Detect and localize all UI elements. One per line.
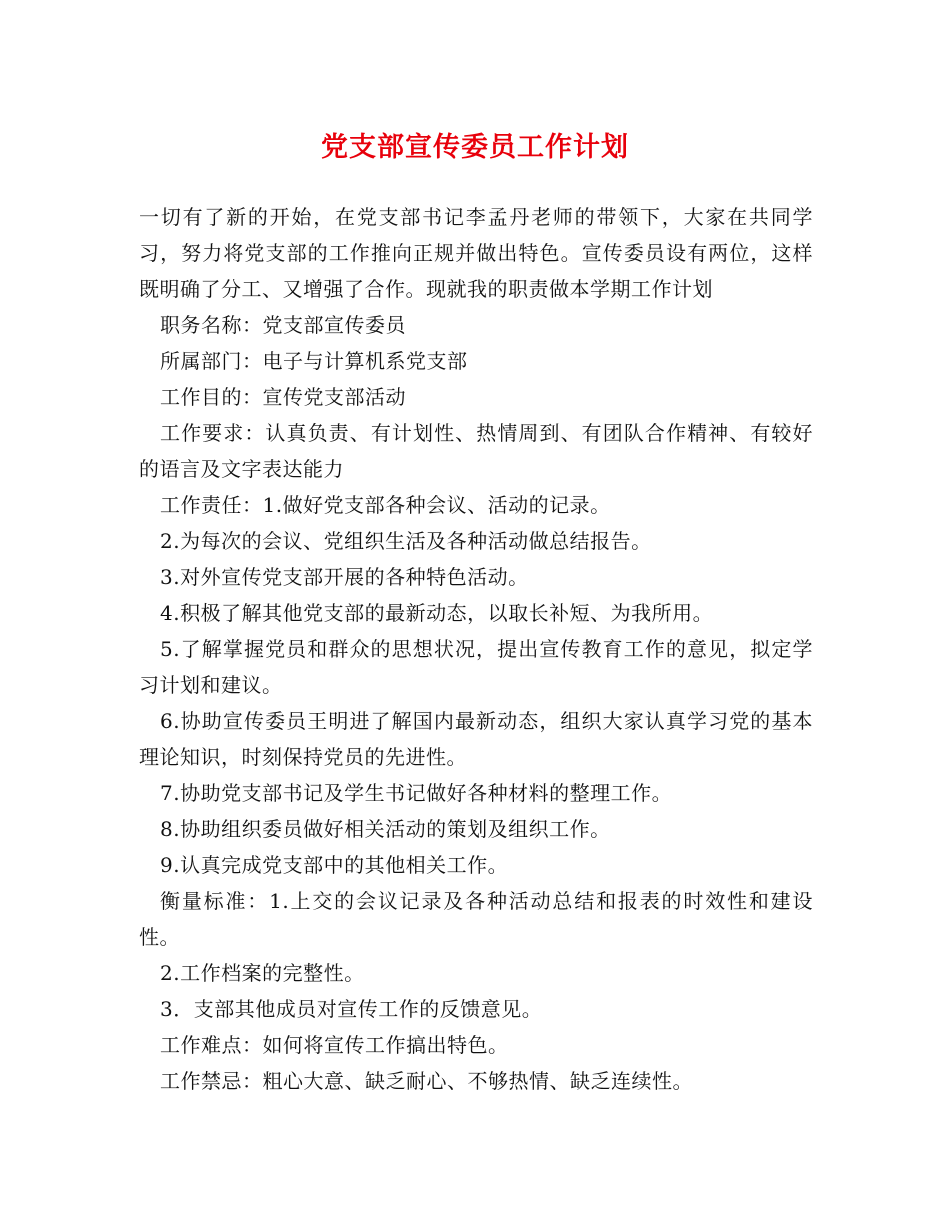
paragraph-responsibility-6: 6.协助宣传委员王明进了解国内最新动态，组织大家认真学习党的基本理论知识，时刻保持党员的先进性。	[139, 709, 813, 769]
paragraph-requirements: 工作要求：认真负责、有计划性、热情周到、有团队合作精神、有较好的语言及文字表达能力	[139, 421, 813, 481]
paragraph-responsibility-8: 8.协助组织委员做好相关活动的策划及组织工作。	[160, 817, 611, 841]
paragraph-standard-2: 2.工作档案的完整性。	[160, 961, 365, 985]
paragraph-difficulty: 工作难点：如何将宣传工作搞出特色。	[160, 1033, 509, 1057]
document-title: 党支部宣传委员工作计划	[321, 132, 629, 163]
paragraph-responsibility-5: 5.了解掌握党员和群众的思想状况，提出宣传教育工作的意见，拟定学习计划和建议。	[139, 637, 813, 697]
intro-paragraph: 一切有了新的开始，在党支部书记李孟丹老师的带领下，大家在共同学习，努力将党支部的工作推向正规并做出特色。宣传委员设有两位，这样既明确了分工、又增强了合作。现就我的职责做本学期工作计划	[139, 205, 813, 301]
paragraph-responsibility-3: 3.对外宣传党支部开展的各种特色活动。	[160, 565, 529, 589]
paragraph-responsibility-9: 9.认真完成党支部中的其他相关工作。	[160, 853, 509, 877]
paragraph-responsibility-2: 2.为每次的会议、党组织生活及各种活动做总结报告。	[160, 529, 652, 553]
paragraph-purpose: 工作目的：宣传党支部活动	[160, 385, 406, 409]
paragraph-responsibility-4: 4.积极了解其他党支部的最新动态，以取长补短、为我所用。	[160, 601, 714, 625]
paragraph-standard-1: 衡量标准：1.上交的会议记录及各种活动总结和报表的时效性和建设性。	[139, 889, 813, 949]
paragraph-department: 所属部门：电子与计算机系党支部	[160, 349, 468, 373]
paragraph-taboos: 工作禁忌：粗心大意、缺乏耐心、不够热情、缺乏连续性。	[160, 1069, 693, 1093]
paragraph-standard-3: 3．支部其他成员对宣传工作的反馈意见。	[160, 997, 543, 1021]
paragraph-responsibility-7: 7.协助党支部书记及学生书记做好各种材料的整理工作。	[160, 781, 673, 805]
paragraph-position-name: 职务名称：党支部宣传委员	[160, 313, 406, 337]
paragraph-responsibility-1: 工作责任：1.做好党支部各种会议、活动的记录。	[160, 493, 611, 517]
document-body	[139, 199, 813, 1099]
